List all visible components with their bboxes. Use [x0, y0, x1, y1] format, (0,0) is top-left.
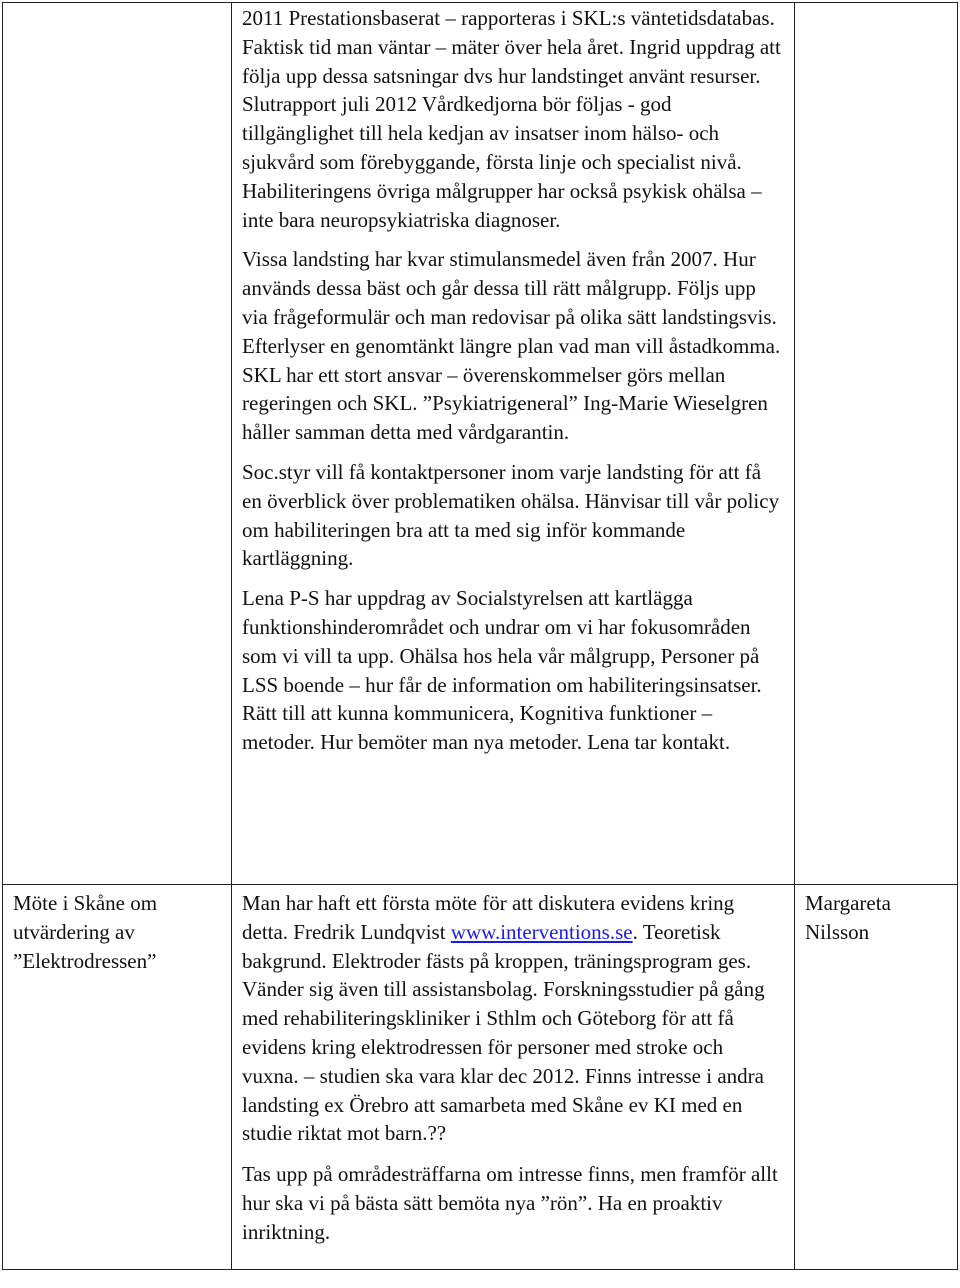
responsible-cell: [795, 885, 958, 1270]
notes-paragraph: 2011 Prestationsbaserat – rapporteras i SKL:s väntetidsdatabas. Faktisk tid man väntar – mäter över hela året. Ingrid uppdrag att följa upp dessa satsningar dvs hur landstinget använt resurser. Slutrapport juli 2012 Vårdkedjorna bör följas - god tillgänglighet till hela kedjan av insatser inom hälso- och sjukvård som förebyggande, första linje och specialist nivå. Habiliteringens övriga målgrupper har också psykisk ohälsa – inte bara neuropsykiatriska diagnoser.: [242, 6, 781, 232]
notes-paragraph: Vissa landsting har kvar stimulansmedel även från 2007. Hur används dessa bäst och går dessa till rätt målgrupp. Följs upp via frågeformulär och man redovisar på olika sätt landstingsvis. Efterlyser en genomtänkt längre plan vad man vill åstadkomma. SKL har ett stort ansvar – överenskommelser görs mellan regeringen och SKL. ”Psykiatrigeneral” Ing-Marie Wieselgren håller samman detta med vårdgarantin.: [242, 247, 781, 445]
responsible-text: Margareta Nilsson: [805, 891, 891, 944]
table-row: [3, 3, 958, 885]
notes-paragraph: Tas upp på områdesträffarna om intresse finns, men framför allt hur ska vi på bästa sätt bemöta nya ”rön”. Ha en proaktiv inriktning.: [242, 1162, 778, 1244]
responsible-cell: [795, 3, 958, 885]
notes-text: Man har haft ett första möte för att diskutera evidens kring detta. Fredrik Lundqvist: [242, 891, 735, 944]
table-row: [3, 885, 958, 1270]
notes-paragraph: Soc.styr vill få kontaktpersoner inom varje landsting för att få en överblick över problematiken ohälsa. Hänvisar till vår policy om habiliteringen bra att ta med sig inför kommande kartläggning.: [242, 459, 780, 571]
topic-cell: [3, 885, 232, 1270]
interventions-link[interactable]: www.interventions.se: [450, 919, 633, 944]
topic-cell: [3, 3, 232, 885]
notes-cell: [232, 3, 795, 885]
notes-cell: [232, 885, 795, 1270]
notes-paragraph: [242, 889, 784, 1148]
topic-text: Möte i Skåne om utvärdering av ”Elektrodressen”: [13, 891, 158, 973]
notes-text: . Teoretisk bakgrund. Elektroder fästs på kroppen, träningsprogram ges. Vänder sig även till assistansbolag. Forskningsstudier på gång med rehabiliteringskliniker i Sthlm och Göteborg för att få evidens kring elektrodressen för personer med stroke och vuxna. – studien ska vara klar dec 2012. Finns intresse i andra landsting ex Örebro att samarbeta med Skåne ev KI med en studie riktat mot barn.??: [242, 919, 765, 1146]
minutes-table: [2, 2, 958, 1270]
notes-paragraph: Lena P-S har uppdrag av Socialstyrelsen att kartlägga funktionshinderområdet och undrar om vi har fokusområden som vi vill ta upp. Ohälsa hos hela vår målgrupp, Personer på LSS boende – hur får de information om habiliteringsinsatser. Rätt till att kunna kommunicera, Kognitiva funktioner – metoder. Hur bemöter man nya metoder. Lena tar kontakt.: [242, 586, 762, 755]
